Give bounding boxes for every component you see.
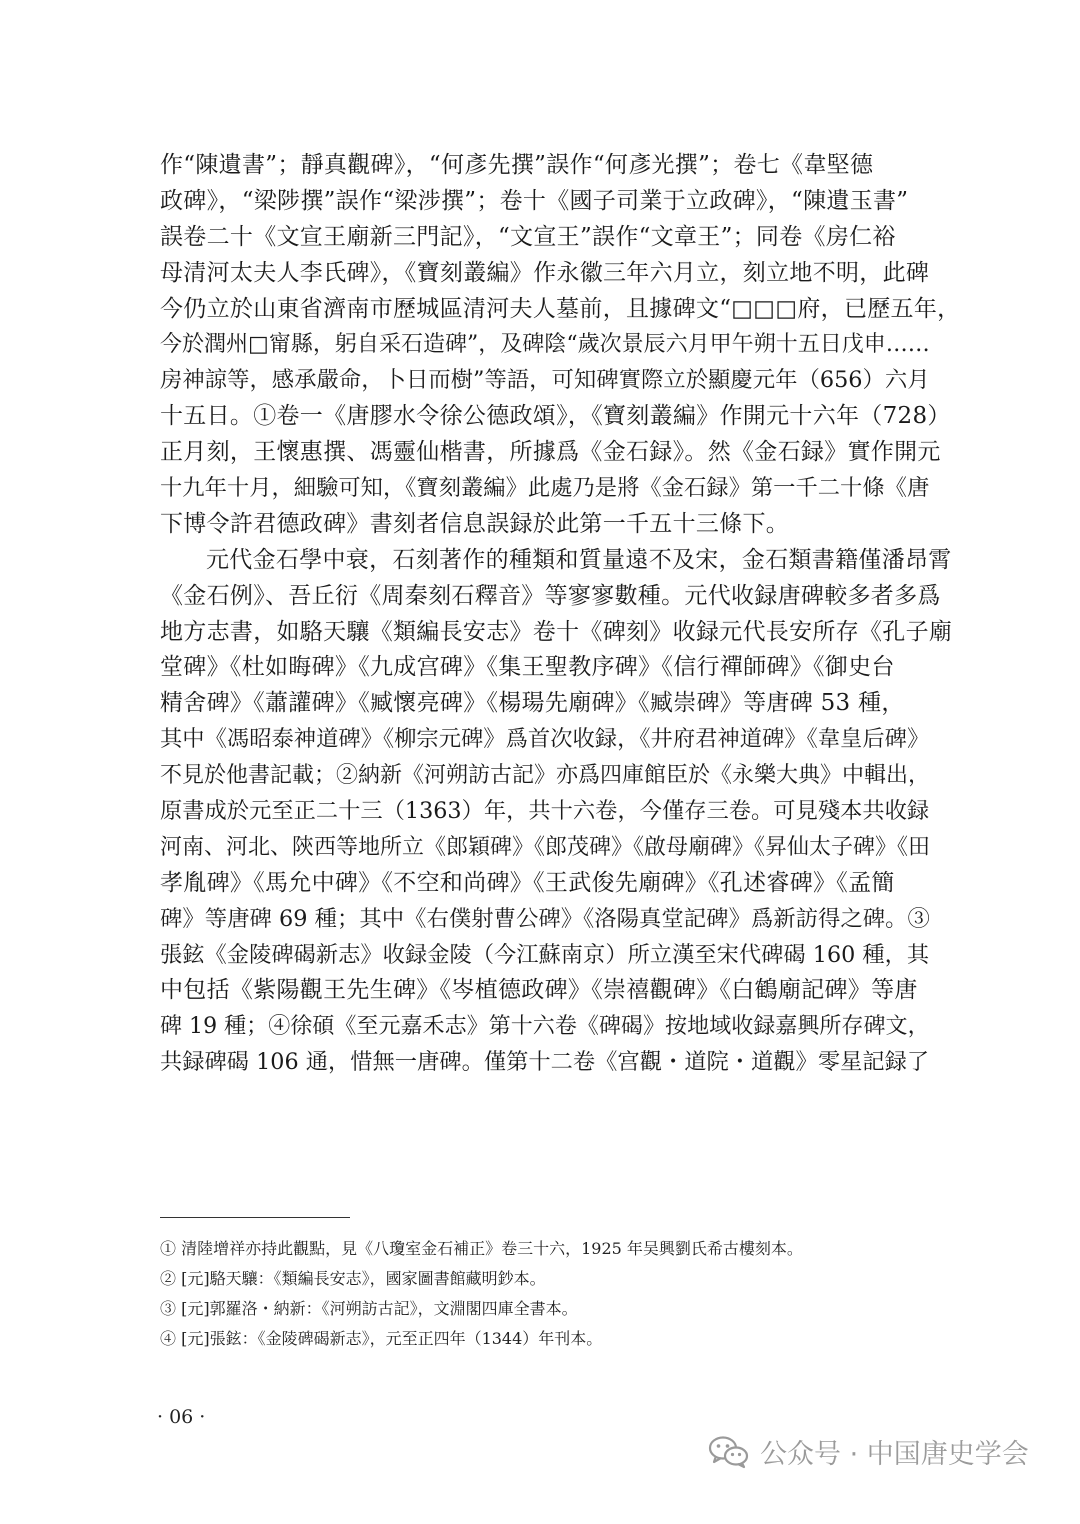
text-line: 張鉉《金陵碑碣新志》收録金陵（今江蘇南京）所立漢至宋代碑碣 160 種，其 xyxy=(160,941,930,968)
text-line: 精舍碑》《蕭讙碑》《臧懷亮碑》《楊瑒先廟碑》《臧崇碑》等唐碑 53 種， xyxy=(160,690,905,717)
footnote-2: ② [元]駱天驤：《類編長安志》，國家圖書館藏明鈔本。 xyxy=(160,1269,546,1288)
text-line: 十五日。①卷一《唐膠水令徐公德政頌》，《寶刻叢編》作開元十六年（728） xyxy=(160,403,951,430)
footnotes xyxy=(160,1234,960,1354)
text-line: 碑 19 種；④徐碩《至元嘉禾志》第十六卷《碑碣》按地域收録嘉興所存碑文， xyxy=(160,1014,930,1040)
text-line: 《金石例》、吾丘衍《周秦刻石釋音》等寥寥數種。元代收録唐碑較多者多爲 xyxy=(160,582,941,609)
text-line: 河南、河北、陝西等地所立《郎穎碑》《郎茂碑》《啟母廟碑》《昇仙太子碑》《田 xyxy=(160,834,931,860)
footnote-1: ① 清陸增祥亦持此觀點，見《八瓊室金石補正》卷三十六，1925 年吴興劉氏希古樓刻本。 xyxy=(160,1239,803,1258)
page-number: · 06 · xyxy=(157,1406,206,1428)
text-line: 堂碑》《杜如晦碑》《九成宫碑》《集王聖教序碑》《信行禪師碑》《御史台 xyxy=(160,654,895,681)
text-line: 十九年十月，細驗可知，《寶刻叢編》此處乃是將《金石録》第一千二十條《唐 xyxy=(160,475,930,502)
text-line: 政碑》，“梁陟撰”誤作“梁涉撰”；卷十《國子司業于立政碑》，“陳遺玉書” xyxy=(160,187,909,214)
watermark xyxy=(708,1432,1029,1471)
body-text xyxy=(160,148,961,1081)
footnote-4: ④ [元]張鉉：《金陵碑碣新志》，元至正四年（1344）年刊本。 xyxy=(160,1329,603,1348)
text-line: 共録碑碣 106 通，惜無一唐碑。僅第十二卷《宫觀・道院・道觀》零星記録了 xyxy=(160,1049,930,1076)
wechat-icon xyxy=(708,1435,750,1469)
text-line: 其中《馮昭泰神道碑》《柳宗元碑》爲首次收録，《井府君神道碑》《韋皇后碑》 xyxy=(160,726,930,753)
text-line: 母清河太夫人李氏碑》，《寶刻叢編》作永徽三年六月立，刻立地不明，此碑 xyxy=(160,259,930,286)
text-line: 作“陳遺書”；靜真觀碑》，“何彥先撰”誤作“何彥光撰”；卷七《韋堅德 xyxy=(160,152,874,178)
text-line: 房神諒等，感承嚴命，卜日而樹”等語，可知碑實際立於顯慶元年（656）六月 xyxy=(160,367,930,394)
text-line: 孝胤碑》《馬允中碑》《不空和尚碑》《王武俊先廟碑》《孔述睿碑》《孟簡 xyxy=(160,869,895,896)
footnote-3: ③ [元]郭羅洛・納新：《河朔訪古記》，文淵閣四庫全書本。 xyxy=(160,1299,578,1318)
text-line: 誤卷二十《文宣王廟新三門記》，“文宣王”誤作“文章王”；同卷《房仁裕 xyxy=(160,223,896,250)
paragraph-2 xyxy=(160,543,953,1081)
text-line: 不見於他書記載；②納新《河朔訪古記》亦爲四庫館臣於《永樂大典》中輯出， xyxy=(160,763,931,789)
text-line: 中包括《紫陽觀王先生碑》《岑植德政碑》《崇禧觀碑》《白鶴廟記碑》等唐 xyxy=(160,977,918,1004)
text-line: 今於潤州□甯縣，躬自采石造碑”，及碑陰“歲次景辰六月甲午朔十五日戊申…… xyxy=(160,332,930,358)
text-line: 元代金石學中衰，石刻著作的種類和質量遠不及宋，金石類書籍僅潘昂霄 xyxy=(206,546,952,573)
text-line: 地方志書，如駱天驤《類編長安志》卷十《碑刻》收録元代長安所存《孔子廟 xyxy=(160,618,953,645)
text-line: 今仍立於山東省濟南市歷城區清河夫人墓前，且據碑文“□□□府，已歷五年， xyxy=(160,295,961,322)
text-line: 下博令許君德政碑》書刻者信息誤録於此第一千五十三條下。 xyxy=(160,510,790,537)
text-line: 原書成於元至正二十三（1363）年，共十六卷，今僅存三卷。可見殘本共收録 xyxy=(160,798,930,825)
watermark-text: 公众号 · 中国唐史学会 xyxy=(760,1439,1029,1470)
text-line: 正月刻，王懷惠撰、馮靈仙楷書，所據爲《金石録》。然《金石録》實作開元 xyxy=(160,439,941,466)
text-line: 碑》等唐碑 69 種；其中《右僕射曹公碑》《洛陽真堂記碑》爲新訪得之碑。③ xyxy=(160,905,930,932)
paragraph-1 xyxy=(160,148,961,543)
footnote-divider xyxy=(160,1217,350,1218)
